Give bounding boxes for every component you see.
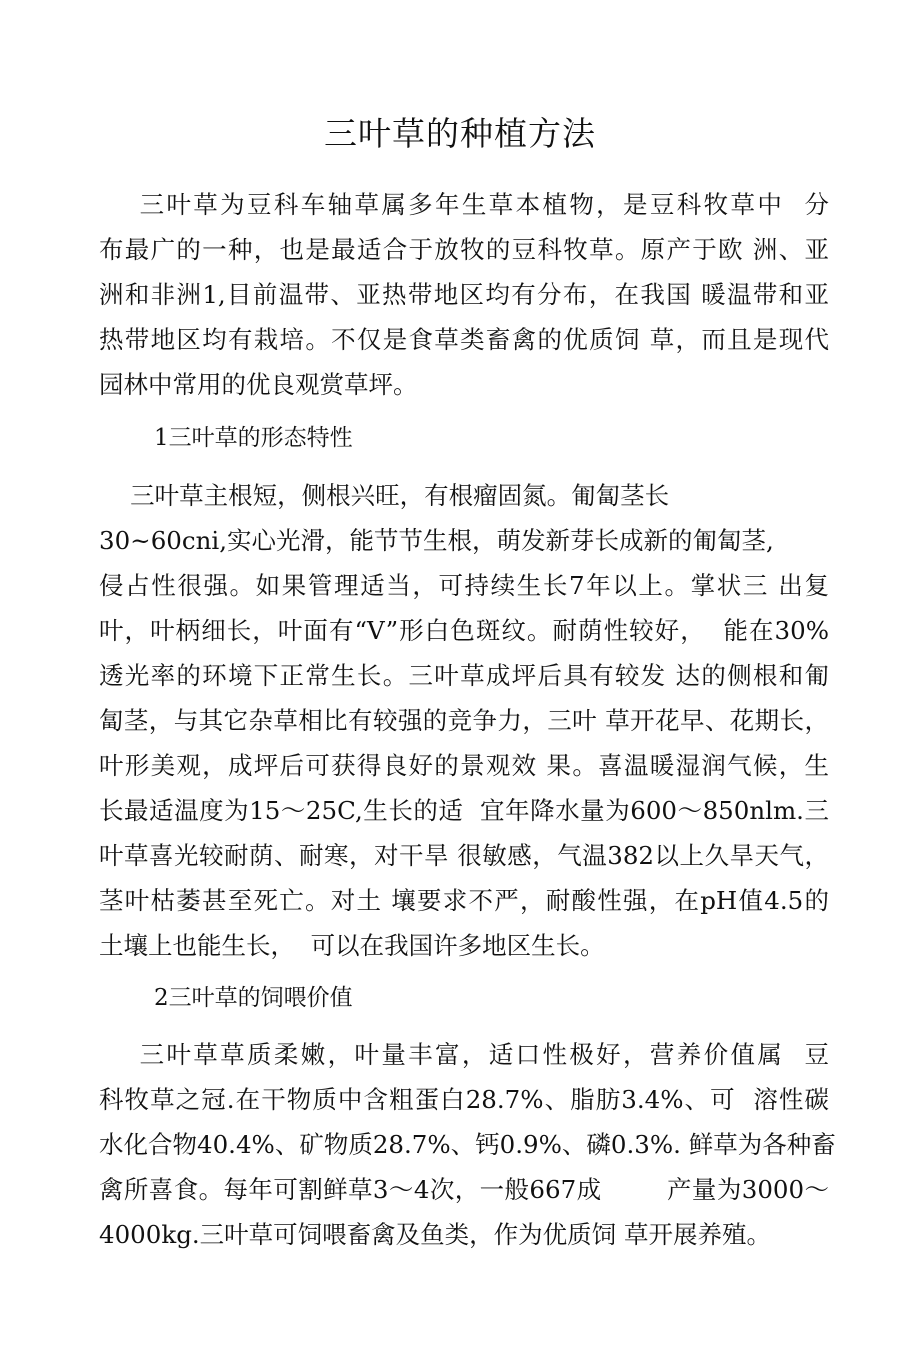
paragraph-line: 茎叶枯萎甚至死亡。对土 壤要求不严，耐酸性强，在pH值4.5的 [99,886,829,915]
paragraph-line: 洲和非洲1,目前温带、亚热带地区均有分布，在我国 暖温带和亚 [99,280,829,309]
intro-paragraph [99,182,829,407]
paragraph-line: 水化合物40.4%、矿物质28.7%、钙0.9%、磷0.3%. 鲜草为各种畜 [99,1130,836,1159]
paragraph-line: 三叶草主根短，侧根兴旺，有根瘤固氮。匍匐茎长 [99,481,670,510]
paragraph-line: 三叶草草质柔嫩，叶量丰富，适口性极好，营养价值属 豆 [99,1040,829,1069]
paragraph-line: 30~60cni,实心光滑，能节节生根，萌发新芽长成新的匍匐茎, [99,526,774,555]
paragraph-line: 叶，叶柄细长，叶面有“V”形白色斑纹。耐荫性较好， 能在30% [99,616,829,645]
paragraph-line: 科牧草之冠.在干物质中含粗蛋白28.7%、脂肪3.4%、可 溶性碳 [99,1085,829,1114]
section-heading-morphology: 1三叶草的形态特性 [154,425,353,451]
paragraph-line: 侵占性很强。如果管理适当，可持续生长7年以上。掌状三 出复 [99,571,829,600]
paragraph-line: 透光率的环境下正常生长。三叶草成坪后具有较发 达的侧根和匍 [99,661,829,690]
paragraph-line: 土壤上也能生长， 可以在我国许多地区生长。 [99,931,605,960]
feeding-value-paragraph [99,1032,836,1257]
document-title: 三叶草的种植方法 [324,114,596,153]
paragraph-line: 匐茎，与其它杂草相比有较强的竞争力，三叶 草开花早、花期长， [99,706,829,735]
section-heading-feeding-value: 2三叶草的饲喂价值 [154,985,353,1011]
paragraph-line: 禽所喜食。每年可割鲜草3〜4次，一般667成 产量为3000〜 [99,1175,829,1204]
paragraph-line: 4000kg.三叶草可饲喂畜禽及鱼类，作为优质饲 草开展养殖。 [99,1220,771,1249]
paragraph-line: 叶草喜光较耐荫、耐寒，对干旱 很敏感，气温382以上久旱天气， [99,841,829,870]
paragraph-line: 园林中常用的优良观赏草坪。 [99,370,418,399]
paragraph-line: 热带地区均有栽培。不仅是食草类畜禽的优质饲 草，而且是现代 [99,325,829,354]
paragraph-line: 布最广的一种，也是最适合于放牧的豆科牧草。原产于欧 洲、亚 [99,235,829,264]
paragraph-line: 三叶草为豆科车轴草属多年生草本植物，是豆科牧草中 分 [99,190,829,219]
paragraph-line: 叶形美观，成坪后可获得良好的景观效 果。喜温暖湿润气候，生 [99,751,829,780]
paragraph-line: 长最适温度为15〜25C,生长的适 宜年降水量为600〜850nlm.三 [99,796,829,825]
morphology-paragraph [99,473,829,968]
